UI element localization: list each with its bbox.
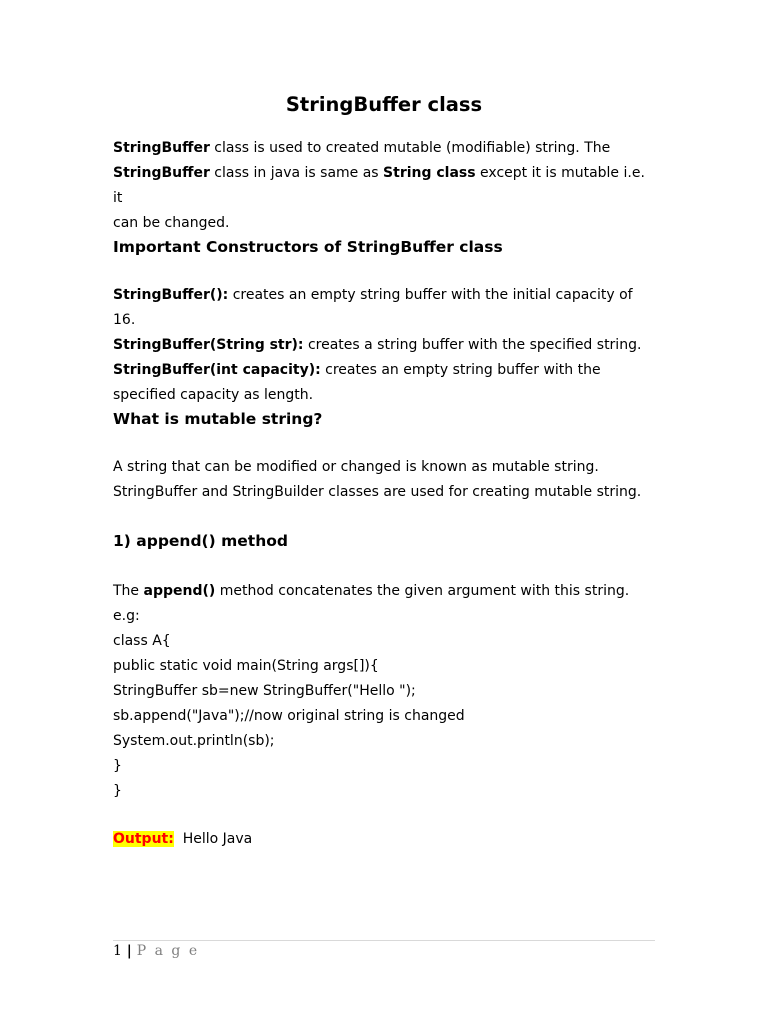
output-label: Output:	[113, 831, 174, 847]
append-desc-post: method concatenates the given argument with this string.	[215, 583, 630, 599]
intro-text-1: class is used to created mutable (modifiable) string. The	[209, 140, 611, 156]
footer-page-label: P a g e	[136, 943, 200, 959]
append-section	[113, 579, 655, 804]
footer-separator: |	[121, 943, 137, 959]
constructor-continuation: specified capacity as length.	[113, 387, 314, 403]
append-desc-bold: append()	[143, 583, 216, 599]
constructor-description: creates an empty string buffer with the initial capacity of 16.	[113, 287, 633, 328]
constructor-item	[113, 283, 655, 333]
code-line: }	[113, 758, 122, 774]
code-line: StringBuffer sb=new StringBuffer("Hello ");	[113, 683, 416, 699]
footer-page-number: 1	[113, 943, 122, 959]
constructor-description: creates an empty string buffer with the	[320, 362, 601, 378]
constructors-list	[113, 283, 655, 408]
mutable-line-1: A string that can be modified or changed is known as mutable string.	[113, 459, 599, 475]
code-line: System.out.println(sb);	[113, 733, 275, 749]
append-desc-pre: The	[113, 583, 144, 599]
output-line	[113, 827, 655, 852]
constructor-signature: StringBuffer():	[113, 287, 229, 303]
code-line: }	[113, 783, 122, 799]
constructor-item	[113, 358, 655, 383]
mutable-paragraph	[113, 455, 655, 505]
output-value: Hello Java	[173, 831, 253, 847]
code-line: public static void main(String args[]){	[113, 658, 379, 674]
mutable-heading: What is mutable string?	[113, 410, 323, 428]
constructor-signature: StringBuffer(int capacity):	[113, 362, 321, 378]
intro-text-2: class in java is same as	[209, 165, 384, 181]
constructor-item	[113, 333, 655, 358]
intro-line-3: can be changed.	[113, 215, 230, 231]
intro-bold-1: StringBuffer	[113, 140, 210, 156]
append-description	[113, 579, 655, 604]
code-line: e.g:	[113, 608, 140, 624]
code-line: class A{	[113, 633, 171, 649]
code-line: sb.append("Java");//now original string is changed	[113, 708, 465, 724]
intro-bold-2: StringBuffer	[113, 165, 210, 181]
constructors-heading: Important Constructors of StringBuffer class	[113, 238, 503, 256]
page-title: StringBuffer class	[285, 93, 483, 116]
intro-line-1	[113, 136, 655, 161]
intro-text-3: except it is mutable i.e. it	[113, 165, 645, 206]
intro-paragraph	[113, 136, 655, 236]
mutable-line-2: StringBuffer and StringBuilder classes are used for creating mutable string.	[113, 484, 642, 500]
page-footer	[113, 941, 199, 961]
intro-bold-3: String class	[383, 165, 476, 181]
constructor-description: creates a string buffer with the specified string.	[303, 337, 642, 353]
constructor-signature: StringBuffer(String str):	[113, 337, 304, 353]
intro-line-2	[113, 161, 655, 211]
append-heading: 1) append() method	[113, 532, 288, 550]
